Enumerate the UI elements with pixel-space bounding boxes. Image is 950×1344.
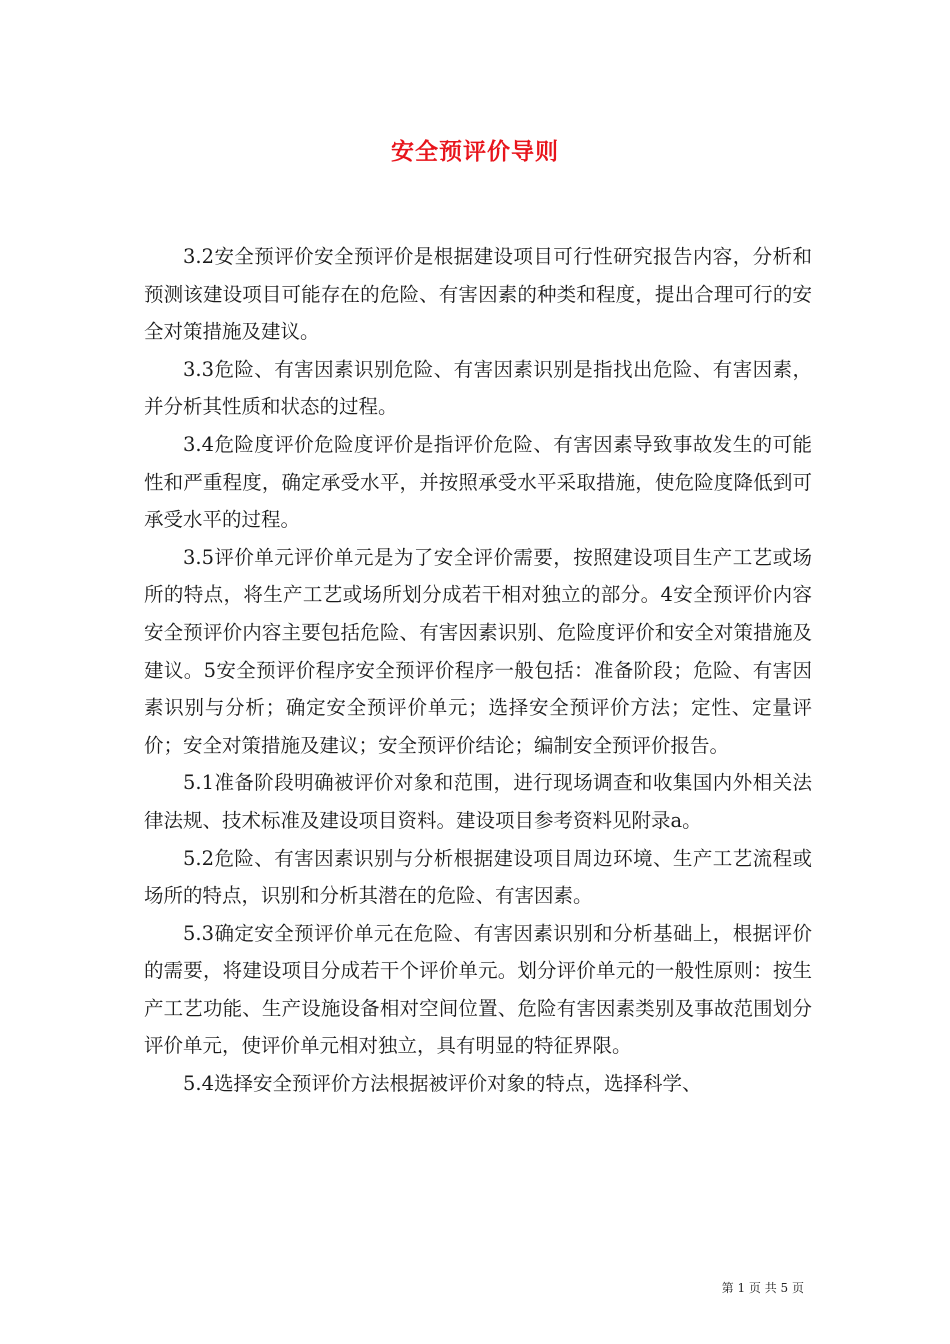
document-title: 安全预评价导则 <box>391 138 559 165</box>
paragraph: 3.4危险度评价危险度评价是指评价危险、有害因素导致事故发生的可能性和严重程度，确定承受水平，并按照承受水平采取措施，使危险度降低到可承受水平的过程。 <box>144 432 812 532</box>
paragraph: 3.5评价单元评价单元是为了安全评价需要，按照建设项目生产工艺或场所的特点，将生产工艺或场所划分成若干相对独立的部分。4安全预评价内容安全预评价内容主要包括危险、有害因素识别、危险度评价和安全对策措施及建议。5安全预评价程序安全预评价程序一般包括：准备阶段；危险、有害因素识别与分析；确定安全预评价单元；选择安全预评价方法；定性、定量评价；安全对策措施及建议；安全预评价结论；编制安全预评价报告。 <box>144 545 812 757</box>
document-body <box>144 238 812 1103</box>
paragraph: 5.3确定安全预评价单元在危险、有害因素识别和分析基础上，根据评价的需要，将建设项目分成若干个评价单元。划分评价单元的一般性原则：按生产工艺功能、生产设施设备相对空间位置、危险有害因素类别及事故范围划分评价单元，使评价单元相对独立，具有明显的特征界限。 <box>144 921 812 1058</box>
page-number-footer: 第 1 页 共 5 页 <box>721 1281 804 1295</box>
paragraph: 5.4选择安全预评价方法根据被评价对象的特点，选择科学、 <box>183 1072 702 1096</box>
paragraph: 5.2危险、有害因素识别与分析根据建设项目周边环境、生产工艺流程或场所的特点，识别和分析其潜在的危险、有害因素。 <box>144 846 812 908</box>
paragraph: 3.2安全预评价安全预评价是根据建设项目可行性研究报告内容，分析和预测该建设项目可能存在的危险、有害因素的种类和程度，提出合理可行的安全对策措施及建议。 <box>144 245 812 344</box>
paragraph: 5.1准备阶段明确被评价对象和范围，进行现场调查和收集国内外相关法律法规、技术标准及建设项目资料。建设项目参考资料见附录a。 <box>144 771 812 832</box>
paragraph: 3.3危险、有害因素识别危险、有害因素识别是指找出危险、有害因素，并分析其性质和状态的过程。 <box>144 357 812 419</box>
